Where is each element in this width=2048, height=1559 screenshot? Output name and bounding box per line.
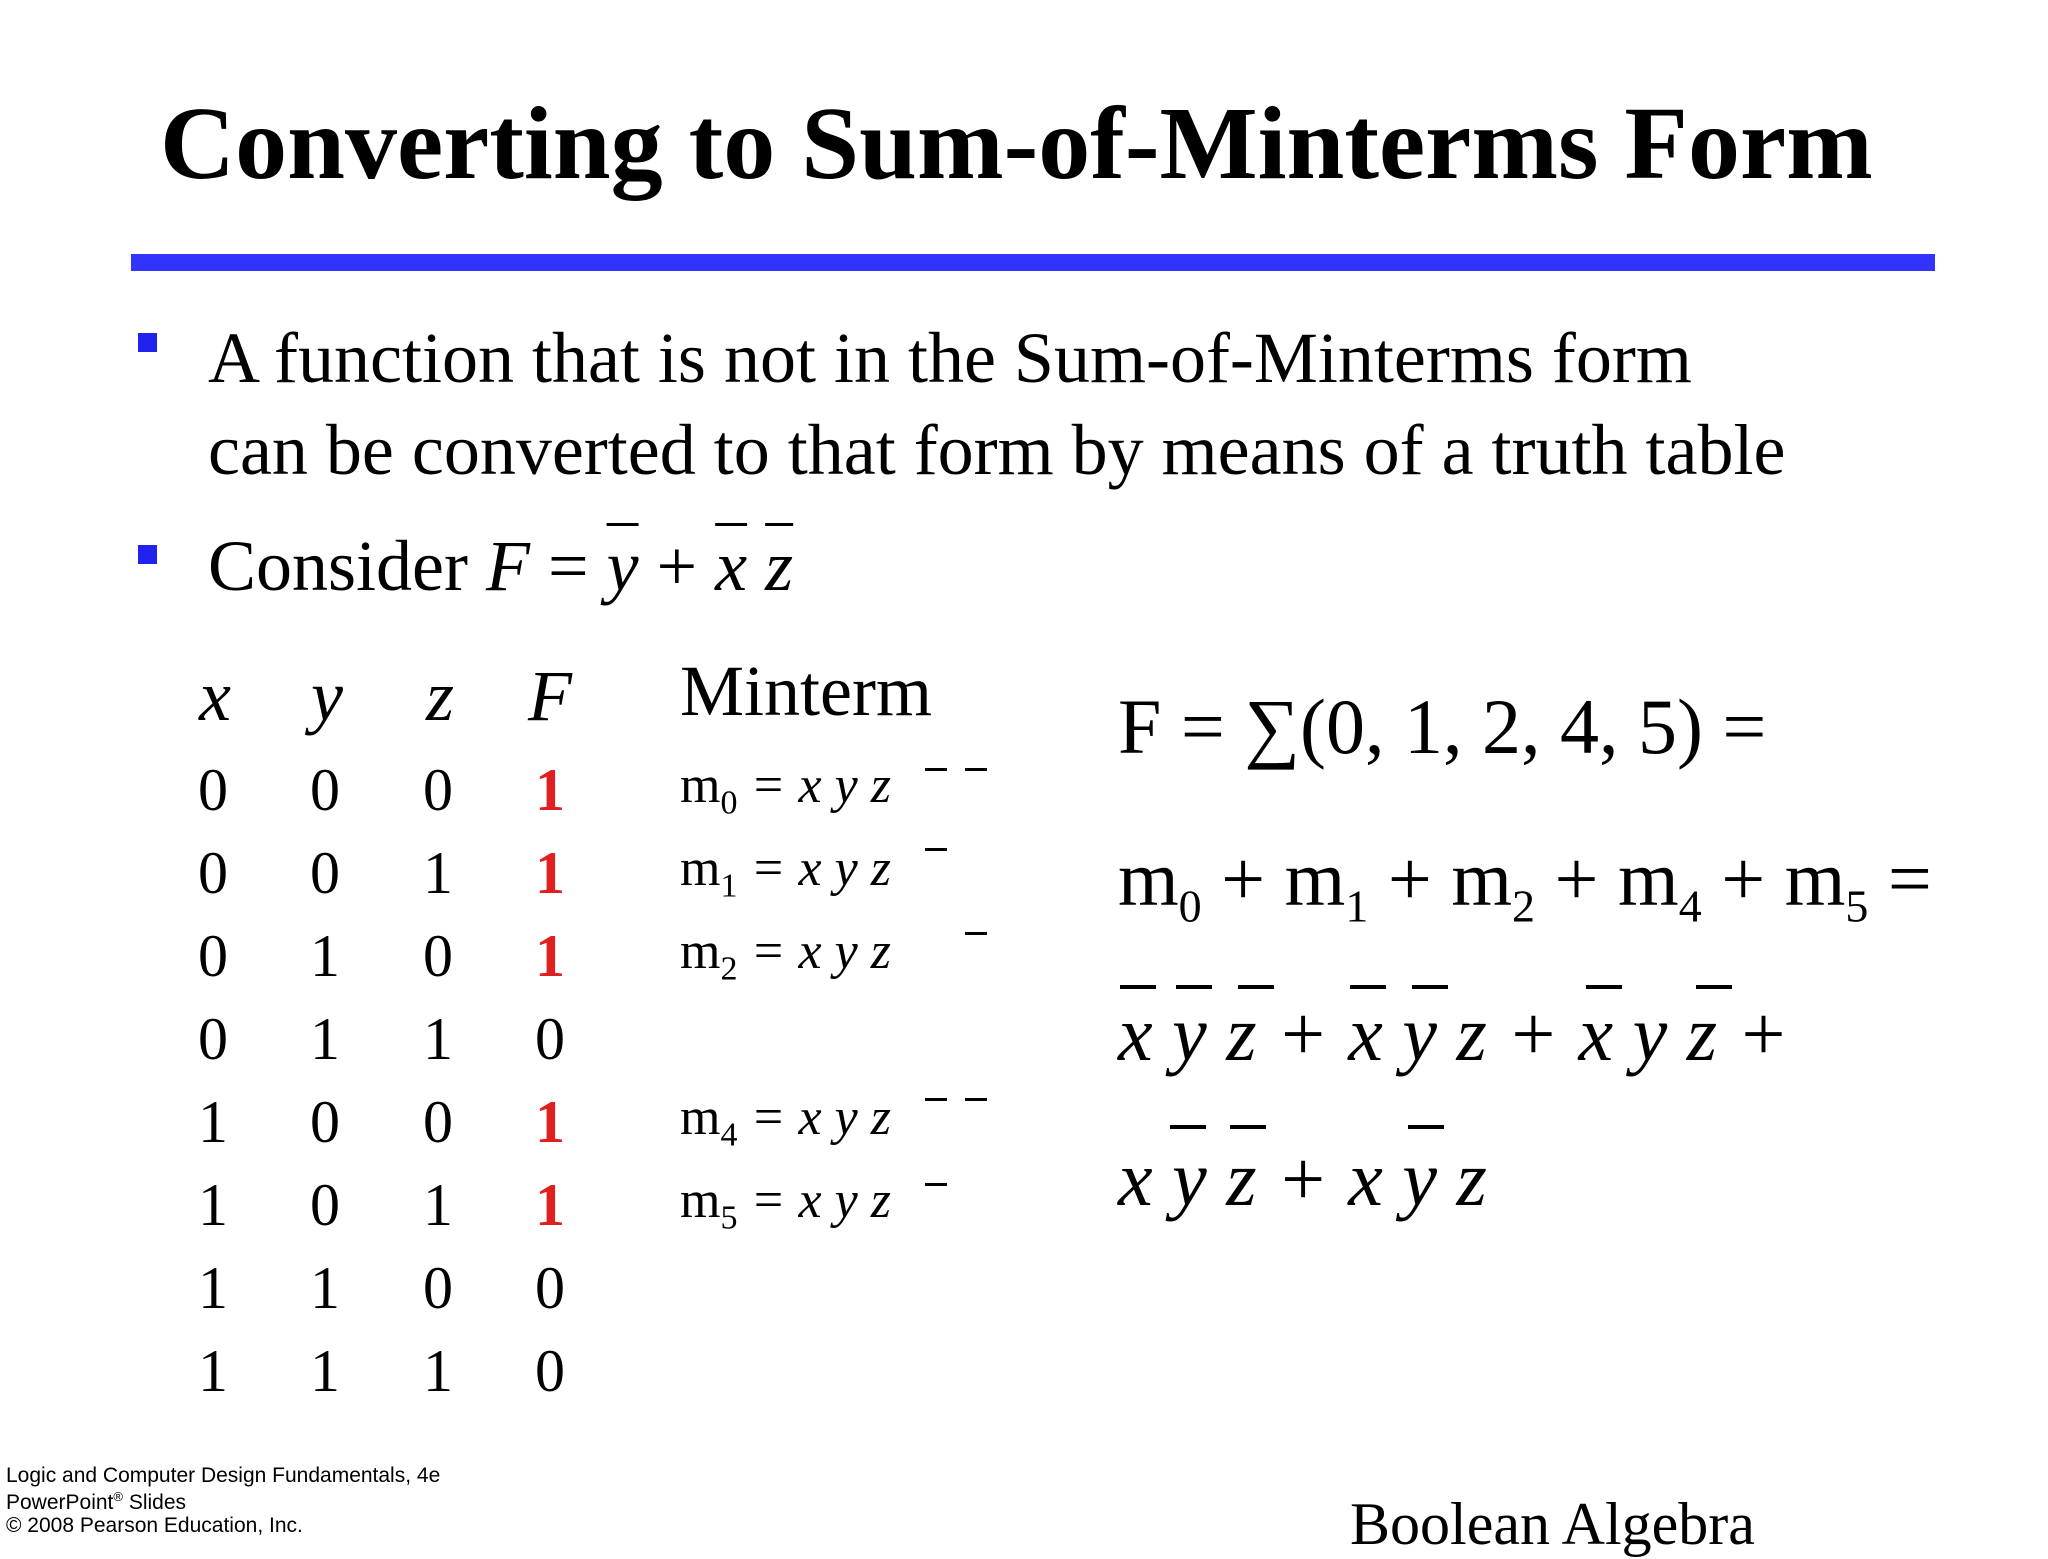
minterm-sum: $m_0 + m_1 + m_2 + m_4 + m_5$ =: [1118, 835, 1932, 932]
cell-z: 0: [423, 923, 453, 989]
footer-book-title: Logic and Computer Design Fundamentals, 4e: [6, 1464, 441, 1487]
complement-bar: [1350, 985, 1386, 989]
bullet-1-line-1: A function that is not in the Sum-of-Minterms form: [208, 318, 1692, 398]
cell-z: 0: [423, 757, 453, 823]
complement-bar: [965, 932, 987, 935]
cell-z: 0: [423, 1089, 453, 1155]
complement-bar: [1230, 1125, 1266, 1129]
complement-bar: [1586, 985, 1622, 989]
cell-F: 1: [535, 757, 565, 823]
cell-y: 0: [310, 840, 340, 906]
cell-F: 1: [535, 840, 565, 906]
cell-z: 1: [423, 1006, 453, 1072]
complement-bar: [965, 1098, 987, 1101]
cell-F: 0: [535, 1255, 565, 1321]
cell-y: 0: [310, 1089, 340, 1155]
complement-bar: [1412, 985, 1448, 989]
x-complement: $\overline{x}$: [715, 526, 748, 606]
complement-bar: [1120, 985, 1156, 989]
cell-F: 0: [535, 1006, 565, 1072]
cell-y: 1: [310, 1255, 340, 1321]
cell-y: 0: [310, 1172, 340, 1238]
cell-F: 1: [535, 1172, 565, 1238]
minterm-4: $m_4 = x$ y z: [680, 1089, 891, 1154]
cell-F: 0: [535, 1338, 565, 1404]
cell-x: 1: [198, 1172, 228, 1238]
cell-F: 1: [535, 923, 565, 989]
bullet-square-icon: [138, 545, 157, 564]
complement-bar: [925, 848, 947, 851]
cell-x: 0: [198, 923, 228, 989]
cell-F: 1: [535, 1089, 565, 1155]
cell-x: 0: [198, 757, 228, 823]
complement-bar: [1170, 1125, 1206, 1129]
complement-bar: [925, 768, 947, 771]
complement-bar: [1696, 985, 1732, 989]
y-complement: $\overline{y}$: [606, 526, 639, 606]
header-z: z: [425, 656, 455, 736]
bullet-1-line-2: can be converted to that form by means of a truth table: [208, 410, 1786, 490]
cell-x: 0: [198, 1006, 228, 1072]
cell-y: 1: [310, 923, 340, 989]
complement-bar: [1238, 985, 1274, 989]
complement-bar: [1408, 1125, 1444, 1129]
cell-z: 1: [423, 840, 453, 906]
complement-bar: [925, 1183, 947, 1186]
cell-x: 1: [198, 1089, 228, 1155]
expanded-expression-line-1: x y z + x y z + x y z +: [1118, 990, 1790, 1077]
minterm-2: $m_2 = x$ y z: [680, 923, 891, 988]
cell-y: 0: [310, 757, 340, 823]
slide-title: Converting to Sum-of-Minterms Form: [160, 86, 1873, 201]
header-y: y: [311, 656, 343, 736]
expanded-expression-line-2: x y z + x y z: [1118, 1135, 1487, 1222]
cell-z: 1: [423, 1172, 453, 1238]
plus-sign: +: [638, 526, 716, 606]
minterm-1: $m_1 = x$ y z: [680, 840, 891, 905]
footer-copyright: © 2008 Pearson Education, Inc.: [6, 1514, 303, 1537]
complement-bar: [925, 1098, 947, 1101]
equals-sign: =: [529, 526, 607, 606]
footer-slides-label: PowerPoint® Slides: [6, 1489, 187, 1514]
header-F: F: [528, 656, 572, 736]
header-minterm: Minterm: [680, 651, 932, 731]
cell-x: 0: [198, 840, 228, 906]
chapter-label: Boolean Algebra: [1350, 1491, 1755, 1557]
cell-x: 1: [198, 1255, 228, 1321]
cell-y: 1: [310, 1338, 340, 1404]
minterm-0: $m_0 = x$ y z: [680, 757, 891, 822]
bullet-2: [208, 526, 794, 606]
header-x: x: [199, 656, 231, 736]
complement-bar: [965, 768, 987, 771]
title-divider: [131, 254, 1935, 271]
cell-y: 1: [310, 1006, 340, 1072]
cell-z: 0: [423, 1255, 453, 1321]
complement-bar: [1176, 985, 1212, 989]
cell-z: 1: [423, 1338, 453, 1404]
function-name: F: [485, 526, 530, 606]
cell-x: 1: [198, 1338, 228, 1404]
consider-label: Consider: [208, 526, 486, 606]
minterm-5: $m_5 = x$ y z: [680, 1172, 891, 1237]
bullet-square-icon: [138, 333, 157, 352]
sum-of-minterms-expression: F = ∑(0, 1, 2, 4, 5) =: [1118, 683, 1767, 770]
z-complement: $\overline{z}$: [765, 526, 794, 606]
